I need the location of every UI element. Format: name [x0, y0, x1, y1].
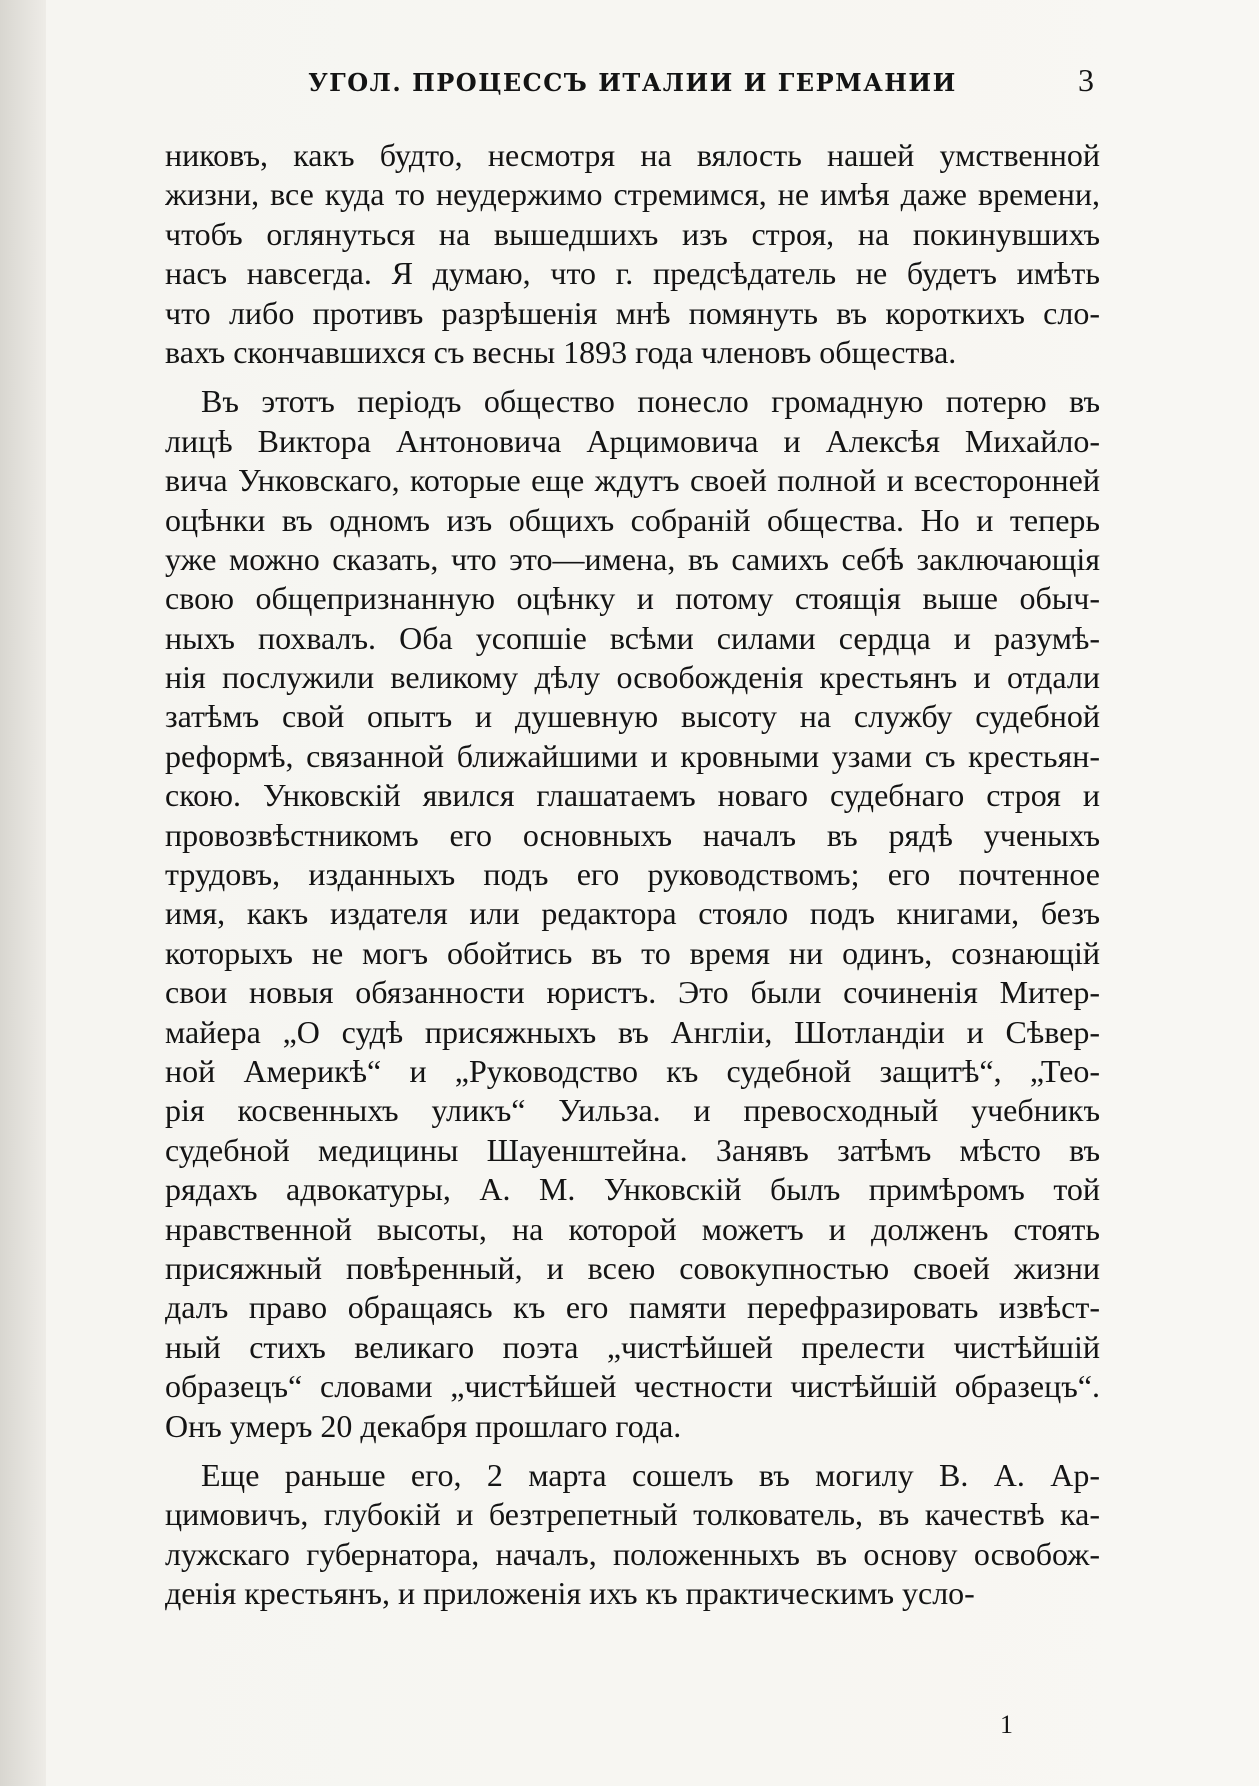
text-line: что либо противъ разрѣшенія мнѣ помянуть въ короткихъ сло- [165, 294, 1100, 331]
text-line: судебной медицины Шауенштейна. Занявъ затѣмъ мѣсто въ [165, 1131, 1100, 1168]
paragraph-gap [165, 1446, 1100, 1456]
text-line: майера „О судѣ присяжныхъ въ Англіи, Шотландіи и Сѣвер- [165, 1013, 1100, 1050]
paragraph [165, 136, 1100, 372]
text-line: насъ навсегда. Я думаю, что г. предсѣдатель не будетъ имѣть [165, 255, 1100, 292]
text-line: уже можно сказать, что это—имена, въ самихъ себѣ заключающія [165, 540, 1100, 577]
running-title: УГОЛ. ПРОЦЕССЪ ИТАЛИИ И ГЕРМАНИИ [308, 68, 957, 97]
text-line: Онъ умеръ 20 декабря прошлаго года. [165, 1407, 682, 1444]
text-line: цимовичъ, глубокій и безтрепетный толкователь, въ качествѣ ка- [165, 1496, 1100, 1533]
text-line: нія послужили великому дѣлу освобожденія крестьянъ и отдали [165, 659, 1100, 696]
text-line: лужскаго губернатора, началъ, положенныхъ въ основу освобож- [165, 1535, 1100, 1572]
text-line: далъ право обращаясь къ его памяти перефразировать извѣст- [165, 1289, 1100, 1326]
binding-gutter [0, 0, 46, 1786]
paragraph [165, 1456, 1100, 1614]
text-line: никовъ, какъ будто, несмотря на вялость нашей умственной [165, 137, 1100, 173]
text-line: чтобъ оглянуться на вышедшихъ изъ строя, на покинувшихъ [165, 215, 1100, 252]
page-number: 3 [1078, 62, 1094, 98]
text-line: свои новыя обязанности юристъ. Это были сочиненія Митер- [165, 974, 1100, 1011]
text-line: рія косвенныхъ уликъ“ Уильза. и превосходный учебникъ [165, 1092, 1100, 1129]
text-line: реформѣ, связанной ближайшими и кровными узами съ крестьян- [165, 737, 1100, 774]
text-line: ной Америкѣ“ и „Руководство къ судебной защитѣ“, „Тео- [165, 1052, 1100, 1089]
text-line: оцѣнки въ одномъ изъ общихъ собраній общества. Но и теперь [165, 501, 1100, 538]
text-line: имя, какъ издателя или редактора стояло подъ книгами, безъ [165, 895, 1100, 932]
paragraph [165, 382, 1100, 1446]
text-line: вича Унковскаго, которые еще ждутъ своей полной и всесторонней [165, 462, 1100, 499]
text-line: которыхъ не могъ обойтись въ то время ни одинъ, сознающій [165, 934, 1100, 971]
text-line: жизни, все куда то неудержимо стремимся, не имѣя даже времени, [165, 176, 1100, 213]
text-line: денія крестьянъ, и приложенія ихъ къ практическимъ усло- [165, 1575, 975, 1612]
text-line: Еще раньше его, 2 марта сошелъ въ могилу В. А. Ар- [201, 1456, 1100, 1493]
text-line: присяжный повѣренный, и всею совокупностью своей жизни [165, 1249, 1100, 1286]
running-head [165, 58, 1100, 102]
body-text [165, 136, 1100, 1613]
text-line: свою общепризнанную оцѣнку и потому стоящія выше обыч- [165, 580, 1100, 617]
text-line: Въ этотъ періодъ общество понесло громадную потерю въ [201, 383, 1100, 420]
text-line: образецъ“ словами „чистѣйшей честности чистѣйшій образецъ“. [165, 1368, 1100, 1405]
text-line: провозвѣстникомъ его основныхъ началъ въ рядѣ ученыхъ [165, 816, 1100, 853]
text-line: трудовъ, изданныхъ подъ его руководствомъ; его почтенное [165, 856, 1100, 893]
text-line: вахъ скончавшихся съ весны 1893 года членовъ общества. [165, 333, 957, 370]
text-line: скою. Унковскій явился глашатаемъ новаго судебнаго строя и [165, 777, 1100, 814]
paragraph-gap [165, 372, 1100, 382]
text-line: нравственной высоты, на которой можетъ и долженъ стоять [165, 1210, 1100, 1247]
signature-mark: 1 [1000, 1710, 1013, 1739]
text-line: лицѣ Виктора Антоновича Арцимовича и Алексѣя Михайло- [165, 422, 1100, 459]
text-line: ный стихъ великаго поэта „чистѣйшей прелести чистѣйшій [165, 1328, 1100, 1365]
text-line: ныхъ похвалъ. Оба усопшіе всѣми силами сердца и разумѣ- [165, 619, 1100, 656]
text-line: рядахъ адвокатуры, А. М. Унковскій былъ примѣромъ той [165, 1171, 1100, 1208]
text-line: затѣмъ свой опытъ и душевную высоту на службу судебной [165, 698, 1100, 735]
